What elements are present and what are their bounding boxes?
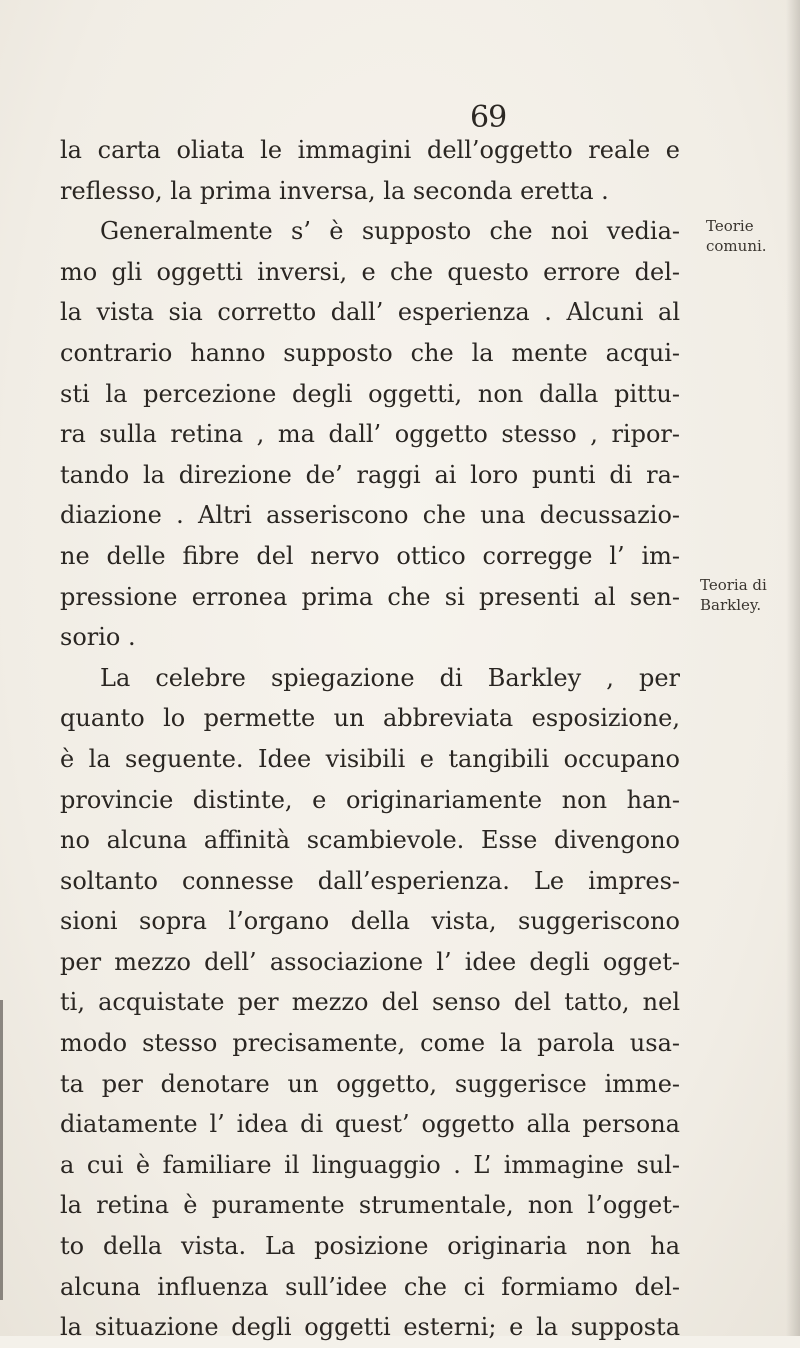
text-line-14: La celebre spiegazione di Barkley , per xyxy=(100,663,680,692)
margin-note-line: Barkley. xyxy=(700,596,762,614)
text-line-1: la carta oliata le immagini dell’oggetto reale e xyxy=(60,136,680,164)
page-edge-shadow xyxy=(786,0,800,1336)
body-text xyxy=(60,130,680,1348)
text-line-24: ta per denotare un oggetto, suggerisce imme- xyxy=(60,1069,680,1098)
text-line-5: la vista sia corretto dall’ esperienza . Alcuni al xyxy=(60,298,680,327)
text-line-27: la retina è puramente strumentale, non l’ogget- xyxy=(60,1191,680,1220)
margin-note-line: Teoria di xyxy=(700,576,767,594)
text-line-9: tando la direzione de’ raggi ai loro punti di ra- xyxy=(60,460,680,489)
text-line-23: modo stesso precisamente, come la parola usa- xyxy=(60,1029,680,1058)
text-line-18: no alcuna affinità scambievole. Esse divengono xyxy=(60,826,680,855)
margin-note-line: Teorie xyxy=(706,217,754,235)
text-line-29: alcuna influenza sull’idee che ci formiamo del- xyxy=(60,1272,680,1301)
text-line-28: to della vista. La posizione originaria non ha xyxy=(60,1232,680,1261)
text-line-3: Generalmente s’ è supposto che noi vedia- xyxy=(100,217,680,246)
text-line-25: diatamente l’ idea di quest’ oggetto alla persona xyxy=(60,1110,680,1139)
text-line-26: a cui è familiare il linguaggio . L’ immagine sul- xyxy=(60,1150,680,1179)
text-line-10: diazione . Altri asseriscono che una decussazio- xyxy=(60,501,680,530)
text-line-17: provincie distinte, e originariamente non han- xyxy=(60,785,680,814)
text-line-19: soltanto connesse dall’esperienza. Le impres- xyxy=(60,866,680,895)
binding-edge xyxy=(0,1000,3,1300)
text-line-12: pressione erronea prima che si presenti al sen- xyxy=(60,582,680,611)
text-line-7: sti la percezione degli oggetti, non dalla pittu- xyxy=(60,379,680,408)
text-line-4: mo gli oggetti inversi, e che questo errore del- xyxy=(60,257,680,286)
text-line-8: ra sulla retina , ma dall’ oggetto stesso , ripor- xyxy=(60,420,680,449)
text-line-11: ne delle fibre del nervo ottico corregge l’ im- xyxy=(60,541,680,570)
text-line-21: per mezzo dell’ associazione l’ idee degli ogget- xyxy=(60,947,680,976)
margin-note-teoria-barkley xyxy=(700,575,767,615)
margin-note-line: comuni. xyxy=(706,237,767,255)
page-number: 69 xyxy=(470,100,507,135)
text-line-16: è la seguente. Idee visibili e tangibili occupano xyxy=(60,744,680,773)
text-line-30: la situazione degli oggetti esterni; e la supposta xyxy=(60,1313,680,1342)
text-line-2: reflesso, la prima inversa, la seconda eretta . xyxy=(60,176,609,205)
text-line-20: sioni sopra l’organo della vista, suggeriscono xyxy=(60,907,680,936)
margin-note-teorie-comuni xyxy=(706,216,767,256)
text-line-6: contrario hanno supposto che la mente acqui- xyxy=(60,338,680,367)
text-line-22: ti, acquistate per mezzo del senso del tatto, nel xyxy=(60,988,680,1017)
text-line-13: sorio . xyxy=(60,623,136,652)
text-line-15: quanto lo permette un abbreviata esposizione, xyxy=(60,704,680,733)
